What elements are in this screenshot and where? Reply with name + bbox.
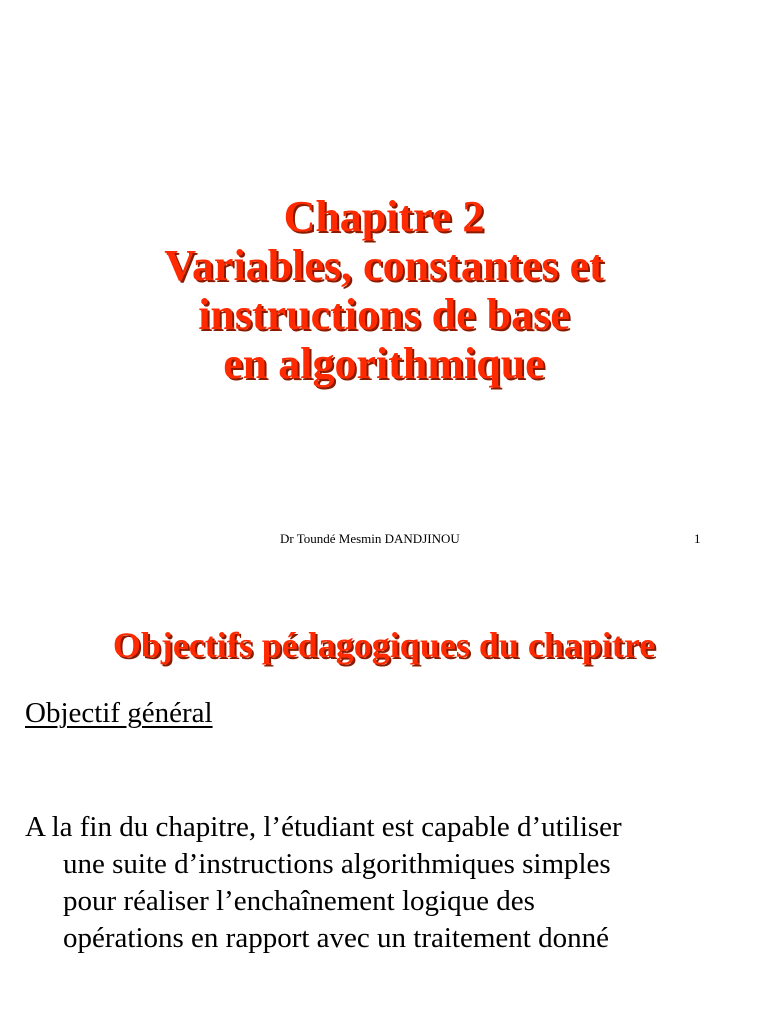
chapter-title [0,192,768,388]
chapter-title-line: instructions de base [198,290,570,339]
footer-author: Dr Toundé Mesmin DANDJINOU [280,531,460,546]
subheading-objectif-general: Objectif général [25,697,213,729]
chapter-title-line: Chapitre 2 [283,192,485,241]
section-title: Objectifs pédagogiques du chapitre [112,625,656,665]
chapter-title-line: en algorithmique [223,339,545,388]
chapter-title-line: Variables, constantes et [164,241,604,290]
objective-paragraph [25,809,745,957]
paragraph-line: A la fin du chapitre, l’étudiant est capable d’utiliser [25,811,622,843]
paragraph-line: une suite d’instructions algorithmiques simples [63,848,611,880]
paragraph-line: opérations en rapport avec un traitement donné [63,922,609,954]
paragraph-line: pour réaliser l’enchaînement logique des [63,885,535,917]
slide-objectives [0,580,768,1024]
page-number: 1 [694,531,701,546]
